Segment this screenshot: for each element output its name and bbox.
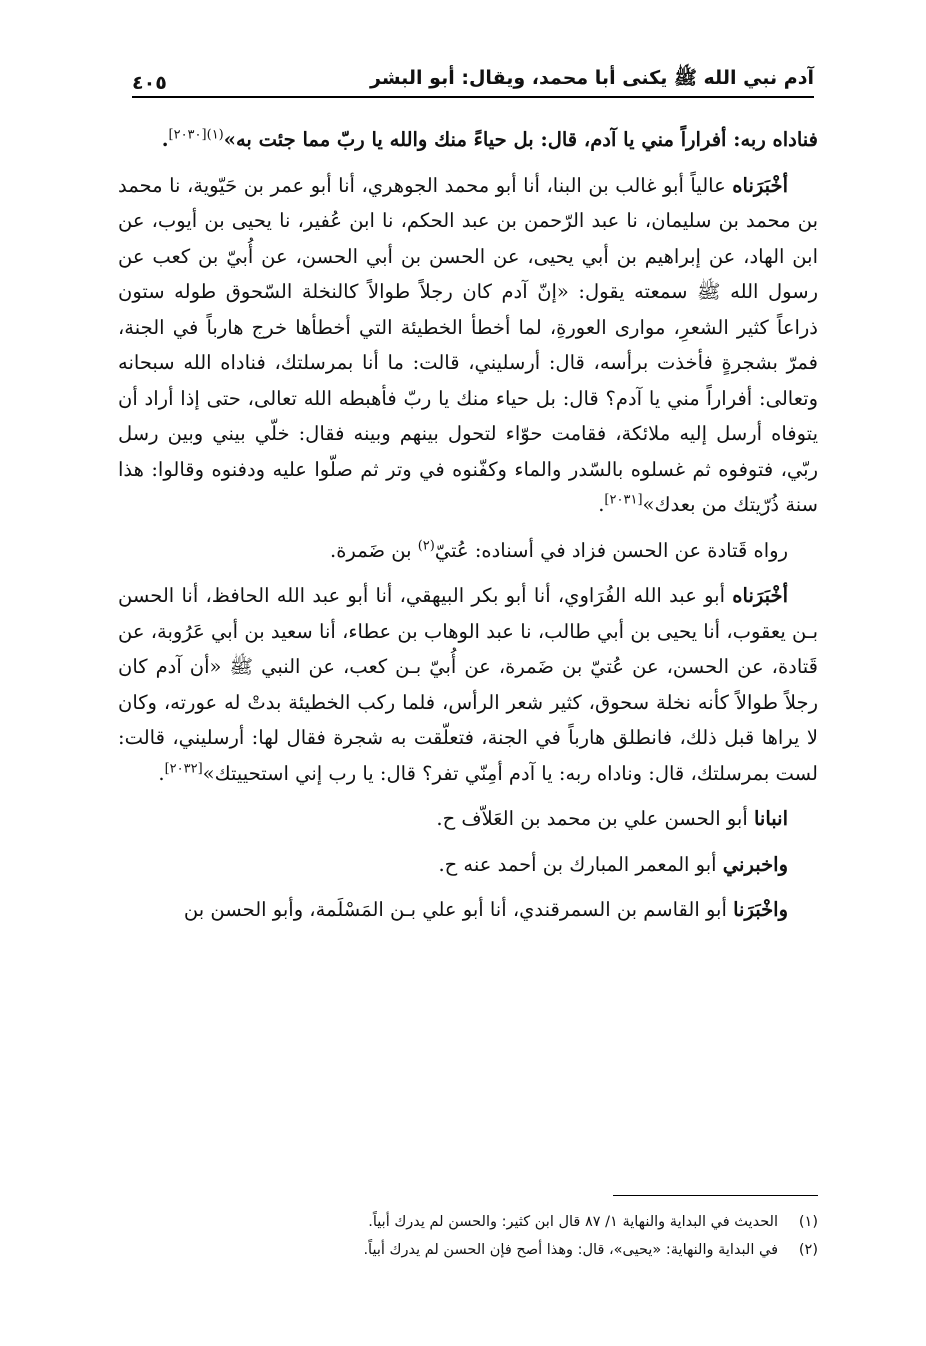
paragraph-3-end: بن ضَمرة. (330, 538, 418, 562)
footnote-2-number: (٢) (798, 1242, 818, 1258)
paragraph-4-end: . (158, 761, 165, 785)
paragraph-2 (118, 168, 818, 523)
footnote-1 (118, 1208, 818, 1236)
paragraph-1 (118, 122, 818, 158)
paragraph-6 (118, 847, 818, 883)
page-number: ٤٠٥ (132, 72, 167, 94)
paragraph-6-text: أبو المعمر المبارك بن أحمد عنه ح. (438, 852, 723, 876)
footnote-ref-2: [٢٠٣١] (604, 492, 643, 508)
paragraph-1-end: . (161, 128, 169, 151)
paragraph-4-lead: أخْبَرَناه (732, 584, 788, 607)
paragraph-2-lead: أخْبَرَناه (732, 173, 788, 197)
paragraph-1-text: فناداه ربه: أفراراً مني يا آدم، قال: بل حياءً منك والله يا ربّ مما جئت به» (223, 128, 818, 151)
paragraph-3-text: رواه قَتادة عن الحسن فزاد في أسناده: عُتيّ (434, 538, 788, 562)
footnotes (118, 1208, 818, 1264)
footnote-1-text: الحديث في البداية والنهاية ١/ ٨٧ قال ابن كثير: والحسن لم يدرك أبياً. (368, 1214, 778, 1230)
paragraph-7-lead: واخْبَرَنا (733, 898, 788, 921)
paragraph-7-text: أبو القاسم بن السمرقندي، أنا أبو علي بـن المَسْلَمة، وأبو الحسن بن (183, 898, 734, 921)
paragraph-3 (118, 533, 818, 569)
footnote-ref-1: (١)[٢٠٣٠] (168, 127, 224, 143)
footnote-2 (118, 1236, 818, 1264)
footnote-ref-4: [٢٠٣٢] (164, 761, 203, 776)
paragraph-5-lead: انبانا (753, 807, 788, 830)
footnote-2-text: في البداية والنهاية: «يحيى»، قال: وهذا أصح فإن الحسن لم يدرك أبياً. (363, 1242, 778, 1258)
footnote-ref-3: (٢) (417, 538, 435, 553)
main-text (118, 122, 818, 938)
paragraph-7 (118, 892, 818, 928)
running-header (132, 60, 814, 94)
paragraph-6-lead: واخبرني (722, 852, 788, 876)
paragraph-4-text: أبو عبد الله الفُرَاوي، أنا أبو بكر البيهقي، أنا أبو عبد الله الحافظ، أنا الحسن بـن يعقوب، أنا يحيى بن أبي طالب، نا عبد الوهاب بن عطاء، أنا سعيد بن أبي عَرُوبة، عن قَتادة، عن الحسن، عن عُتيّ بن ضَمرة، عن أُبيّ بـن كعب، عن النبي ﷺ «أن آدم كان رجلاً طوالاً كأنه نخلة سحوق، كثير شعر الرأس، فلما ركب الخطيئة بدتْ له عورته، وكان لا يراها قبل ذلك، فانطلق هارباً في الجنة، فتعلّقت به شجرة فقال لها: أرسليني، قالت: لست بمرسلتك، قال: وناداه ربه: يا آدم أمِنّي تفر؟ قال: يا رب إني استحييتك» (118, 584, 818, 785)
footnote-divider (613, 1195, 818, 1196)
paragraph-5 (118, 801, 818, 837)
paragraph-2-text: عالياً أبو غالب بن البنا، أنا أبو محمد الجوهري، أنا أبو عمر بن حَيّوية، نا محمد بن محمد بن سليمان، نا عبد الرّحمن بن عبد الحكم، نا ابن عُفير، نا يحيى بن أيوب، عن ابن الهاد، عن إبراهيم بن أبي يحيى، عن الحسن بن أبي الحسن، عن أُبيّ بن كعب عن رسول الله ﷺ سمعته يقول: «إنّ آدم كان رجلاً طوالاً كالنخلة السّحوق طوله ستون ذراعاً كثير الشعرِ، موارى العورةِ، لما أخطأ الخطيئة التي أخطأها خرج هارباً في الجنة، فمرّ بشجرةٍ فأخذت برأسه، قال: أرسليني، قالت: ما أنا بمرسلتك، فناداه الله سبحانه وتعالى: أفراراً مني يا آدم؟ قال: بل حياء منك يا ربّ فأهبطه الله تعالى، حتى إذا أراد أن يتوفاه أرسل إليه ملائكة، فقامت حوّاء لتحول بينهم وبينه فقال: خلّي بيني وبين رسل ربّي، فتوفوه ثم غسلوه بالسّدر والماء وكفّنوه في وتر ثم صلّوا عليه ودفنوه وقالوا: هذا سنة ذُرّيتك من بعدك» (118, 173, 818, 516)
paragraph-4 (118, 578, 818, 791)
paragraph-5-text: أبو الحسن علي بن محمد بن العَلاّف ح. (436, 807, 754, 830)
footnote-1-number: (١) (798, 1214, 818, 1230)
paragraph-2-end: . (598, 493, 605, 516)
header-title: آدم نبي الله ﷺ يكنى أبا محمد، ويقال: أبو البشر (370, 67, 814, 89)
header-divider (132, 96, 814, 98)
